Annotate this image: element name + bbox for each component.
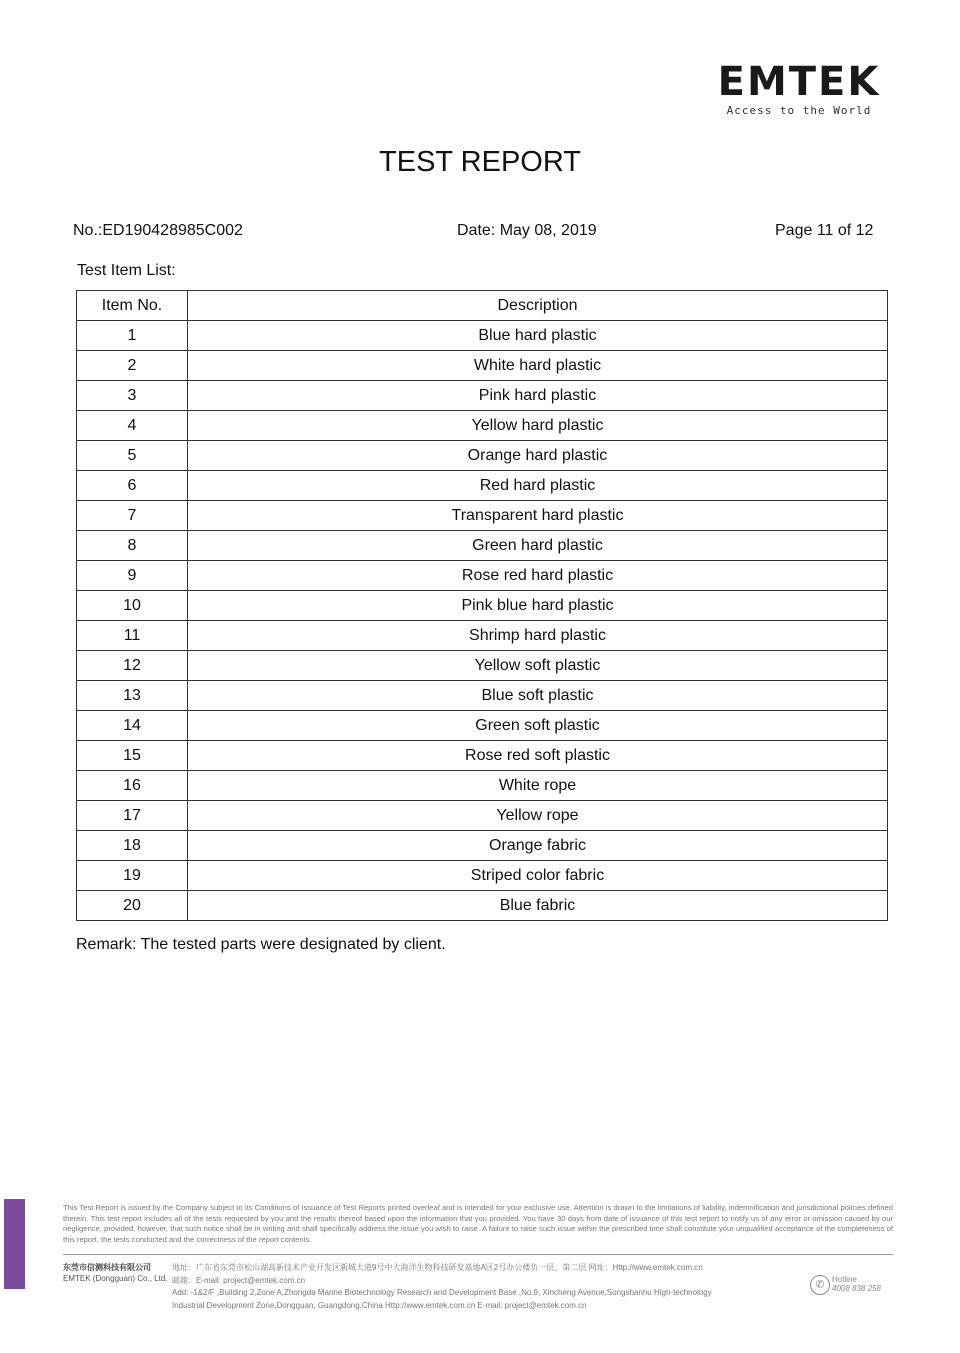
test-item-list-label: Test Item List: [77, 262, 176, 279]
item-number-cell: 9 [77, 561, 188, 591]
table-row [77, 891, 888, 921]
table-row [77, 441, 888, 471]
table-row [77, 381, 888, 411]
table-row [77, 411, 888, 441]
item-description-cell: Blue fabric [188, 891, 888, 921]
table-row [77, 741, 888, 771]
item-description-cell: White hard plastic [188, 351, 888, 381]
hotline-number: 4008 838 258 [832, 1284, 881, 1293]
item-description-cell: Green hard plastic [188, 531, 888, 561]
item-number-cell: 14 [77, 711, 188, 741]
footer-disclaimer: This Test Report is issued by the Company subject to its Conditions of Issuance of Test Reports printed overleaf and is intended for your exclusive use. Attention is drawn to the limitations of liability, indemnification and jurisdictional policies defined therein. This test report includes all of the tests requested by you and the results thereof based upon the information that you provided. You have 30 days from date of issuance of this test report to notify us of any error or omission caused by our negligence, provided, however, that such notice shall be in writing and shall specifically address the issue you wish to raise. A failure to raise such issue within the prescribed time shall constitute your unqualified acceptance of the completeness of this report, the tests conducted and the correctness of the report contents. [63, 1203, 893, 1244]
table-row [77, 471, 888, 501]
table-row [77, 621, 888, 651]
item-number-cell: 20 [77, 891, 188, 921]
address-en-line-1: Add: -1&2/F ,Building 2,Zone A,Zhongda Marine Biotechnology Research and Development Base ,No.9, Xincheng Avenue,Songshanhu High-technology [172, 1288, 712, 1297]
footer-accent-bar [4, 1199, 25, 1289]
address-cn: 地址：广东省东莞市松山湖高新技术产业开发区新城大道9号中大海洋生物科技研发基地A区2号办公楼负一层、第二层 网址：Http://www.emtek.com.cn [172, 1263, 703, 1272]
email-cn: 邮箱：E-mail: project@emtek.com.cn [172, 1275, 306, 1285]
item-number-cell: 15 [77, 741, 188, 771]
table-row [77, 711, 888, 741]
item-description-cell: Yellow soft plastic [188, 651, 888, 681]
item-number-cell: 7 [77, 501, 188, 531]
table-row [77, 651, 888, 681]
test-item-table [76, 290, 888, 921]
table-row [77, 591, 888, 621]
item-description-cell: Orange fabric [188, 831, 888, 861]
item-description-cell: Rose red soft plastic [188, 741, 888, 771]
hotline [810, 1275, 900, 1297]
company-name-en: EMTEK (Dongguan) Co., Ltd. [63, 1274, 168, 1283]
remark-text: Remark: The tested parts were designated by client. [76, 936, 446, 953]
item-number-cell: 3 [77, 381, 188, 411]
item-description-cell: Striped color fabric [188, 861, 888, 891]
item-number-cell: 18 [77, 831, 188, 861]
footer-divider [63, 1254, 893, 1255]
report-number: No.:ED190428985C002 [73, 222, 243, 239]
item-number-cell: 11 [77, 621, 188, 651]
report-title: TEST REPORT [379, 146, 581, 178]
table-row [77, 831, 888, 861]
item-description-cell: Blue soft plastic [188, 681, 888, 711]
table-row [77, 801, 888, 831]
item-number-cell: 13 [77, 681, 188, 711]
header-description: Description [188, 291, 888, 321]
table-row [77, 771, 888, 801]
item-description-cell: White rope [188, 771, 888, 801]
item-description-cell: Rose red hard plastic [188, 561, 888, 591]
address-en-line-2: Industrial Development Zone,Dongguan, Guangdong,China Http://www.emtek.com.cn E-mail: project@emtek.com.cn [172, 1300, 587, 1310]
company-name-cn: 东莞市信测科技有限公司 [63, 1263, 151, 1272]
report-date: Date: May 08, 2019 [457, 222, 597, 239]
item-description-cell: Blue hard plastic [188, 321, 888, 351]
logo-wordmark: EMTEK [717, 59, 881, 105]
page-indicator: Page 11 of 12 [775, 222, 874, 239]
item-description-cell: Yellow rope [188, 801, 888, 831]
phone-icon: ✆ [810, 1275, 830, 1295]
item-number-cell: 4 [77, 411, 188, 441]
item-number-cell: 1 [77, 321, 188, 351]
table-row [77, 501, 888, 531]
item-number-cell: 8 [77, 531, 188, 561]
emtek-logo [708, 59, 890, 117]
table-row [77, 351, 888, 381]
table-row [77, 561, 888, 591]
item-description-cell: Pink blue hard plastic [188, 591, 888, 621]
item-number-cell: 5 [77, 441, 188, 471]
item-description-cell: Shrimp hard plastic [188, 621, 888, 651]
table-row [77, 321, 888, 351]
footer-company [63, 1262, 168, 1284]
table-body [77, 321, 888, 921]
item-number-cell: 16 [77, 771, 188, 801]
hotline-label: Hotline [832, 1275, 857, 1284]
logo-tagline: Access to the World [726, 104, 872, 117]
table-row [77, 681, 888, 711]
item-description-cell: Pink hard plastic [188, 381, 888, 411]
footer-contact [172, 1262, 712, 1312]
item-number-cell: 19 [77, 861, 188, 891]
header-item-no: Item No. [77, 291, 188, 321]
item-number-cell: 2 [77, 351, 188, 381]
item-description-cell: Transparent hard plastic [188, 501, 888, 531]
item-description-cell: Red hard plastic [188, 471, 888, 501]
item-description-cell: Green soft plastic [188, 711, 888, 741]
item-description-cell: Orange hard plastic [188, 441, 888, 471]
item-number-cell: 10 [77, 591, 188, 621]
table-row [77, 861, 888, 891]
item-number-cell: 6 [77, 471, 188, 501]
table-row [77, 531, 888, 561]
table-header-row [77, 291, 888, 321]
item-number-cell: 12 [77, 651, 188, 681]
item-description-cell: Yellow hard plastic [188, 411, 888, 441]
item-number-cell: 17 [77, 801, 188, 831]
